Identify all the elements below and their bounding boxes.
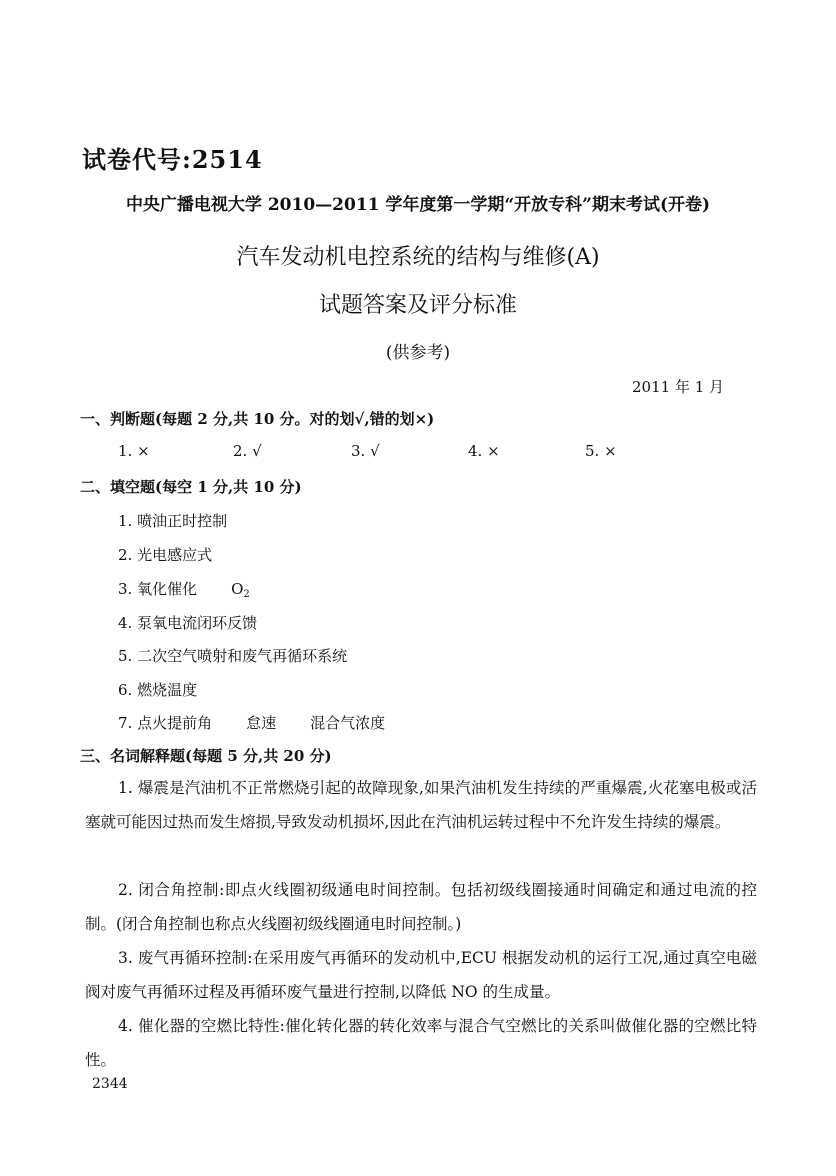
fill-item-7 xyxy=(118,712,385,733)
definition-4: 4. 催化器的空燃比特性:催化转化器的转化效率与混合气空燃比的关系叫做催化器的空燃比特性。 xyxy=(85,1017,757,1069)
answer-3: 3. √ xyxy=(351,442,380,460)
answer-4: 4. × xyxy=(468,442,500,460)
fill-item-7-b: 怠速 xyxy=(246,714,277,732)
fill-item-1: 1. 喷油正时控制 xyxy=(118,512,228,530)
fill-item-2: 2. 光电感应式 xyxy=(118,546,213,564)
definition-1: 1. 爆震是汽油机不正常燃烧引起的故障现象,如果汽油机发生持续的严重爆震,火花塞电极或活塞就可能因过热而发生熔损,导致发动机损坏,因此在汽油机运转过程中不允许发生持续的爆震。 xyxy=(85,779,757,831)
section2-heading: 二、填空题(每空 1 分,共 10 分) xyxy=(80,478,302,496)
definition-3: 3. 废气再循环控制:在采用废气再循环的发动机中,ECU 根据发动机的运行工况,通过真空电磁阀对废气再循环过程及再循环废气量进行控制,以降低 NO 的生成量。 xyxy=(85,949,757,1001)
fill-item-3 xyxy=(118,578,250,600)
exam-title: 中央广播电视大学 2010—2011 学年度第一学期“开放专科”期末考试(开卷) xyxy=(125,195,711,215)
reference-note: (供参考) xyxy=(385,343,451,363)
course-title: 汽车发动机电控系统的结构与维修(A) xyxy=(236,245,600,270)
oxygen-formula: $O_2$ xyxy=(231,580,250,600)
fill-item-7-a: 7. 点火提前角 xyxy=(118,714,213,732)
section3-heading: 三、名词解释题(每题 5 分,共 20 分) xyxy=(80,747,332,765)
section1-heading: 一、判断题(每题 2 分,共 10 分。对的划√,错的划×) xyxy=(80,410,435,428)
fill-item-4: 4. 泵氧电流闭环反馈 xyxy=(118,614,258,632)
fill-item-7-c: 混合气浓度 xyxy=(310,714,386,732)
definition-2: 2. 闭合角控制:即点火线圈初级通电时间控制。包括初级线圈接通时间确定和通过电流的控制。(闭合角控制也称点火线圈初级线圈通电时间控制。) xyxy=(85,881,757,933)
document-subtitle: 试题答案及评分标准 xyxy=(318,293,517,318)
fill-item-5: 5. 二次空气喷射和废气再循环系统 xyxy=(118,647,348,665)
paper-code: 试卷代号:2514 xyxy=(82,145,263,174)
fill-item-3-text: 3. 氧化催化 xyxy=(118,580,198,598)
answer-5: 5. × xyxy=(585,442,617,460)
answer-1: 1. × xyxy=(118,442,150,460)
page-number: 2344 xyxy=(92,1076,128,1092)
fill-item-6: 6. 燃烧温度 xyxy=(118,681,198,699)
answer-2: 2. √ xyxy=(233,442,262,460)
exam-date: 2011 年 1 月 xyxy=(632,378,725,396)
